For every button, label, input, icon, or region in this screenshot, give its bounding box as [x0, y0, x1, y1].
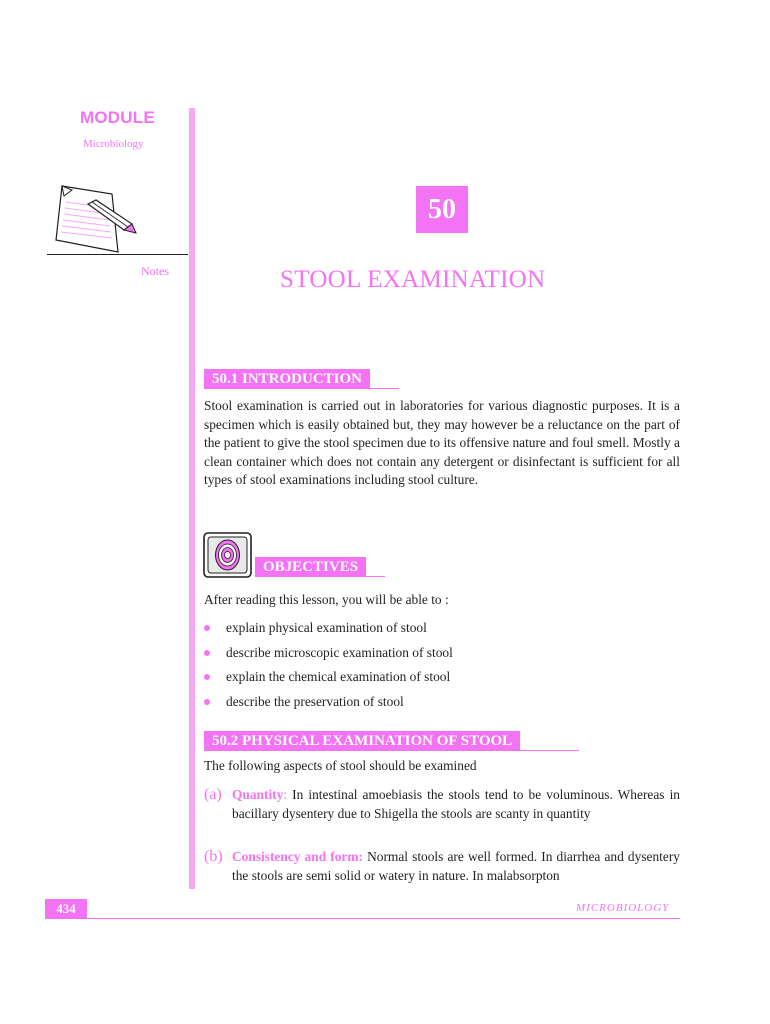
- section-heading-objectives: OBJECTIVES: [255, 557, 366, 577]
- introduction-paragraph: Stool examination is carried out in laboratories for various diagnostic purposes. It is a specimen which is easily obtained but, they may however be a reluctance on the part of the patient to give the stool specimen due to its offensive nature and foul smell. Mostly a clean container which does not contain any detergent or disinfectant is sufficient for all types of stool examinations including stool culture.: [204, 398, 680, 488]
- list-item: describe the preservation of stool: [204, 693, 453, 718]
- notes-divider: [47, 254, 188, 255]
- objectives-lead: After reading this lesson, you will be able to :: [204, 592, 449, 607]
- section-heading-rule: [204, 750, 579, 751]
- margin-vertical-bar: [189, 108, 195, 889]
- bullet-icon: [204, 699, 210, 705]
- section-heading-physical-examination: 50.2 PHYSICAL EXAMINATION OF STOOL: [204, 731, 520, 751]
- chapter-number: 50: [416, 186, 468, 233]
- physical-item-consistency: (b) Consistency and form: Normal stools are well formed. In diarrhea and dysentery the stools are semi solid or watery in nature. In malabsorpton: [204, 848, 680, 883]
- objectives-list: [204, 619, 453, 717]
- item-term: Consistency and form:: [232, 849, 363, 864]
- item-text: In intestinal amoebiasis the stools tend to be voluminous. Whereas in bacillary dysentery due to Shigella the stools are scanty in quantity: [232, 787, 680, 821]
- bullet-icon: [204, 650, 210, 656]
- running-title: MICROBIOLOGY: [576, 902, 670, 914]
- footer-rule: [45, 918, 680, 919]
- list-item: describe microscopic examination of stool: [204, 644, 453, 669]
- list-item: explain physical examination of stool: [204, 619, 453, 644]
- objectives-target-icon: [203, 532, 253, 578]
- item-term: Quantity: [232, 787, 284, 802]
- section-heading-introduction: 50.1 INTRODUCTION: [204, 369, 370, 389]
- physical-lead: The following aspects of stool should be examined: [204, 758, 477, 773]
- bullet-icon: [204, 674, 210, 680]
- module-name: Microbiology: [83, 138, 144, 150]
- physical-item-quantity: (a) Quantity: In intestinal amoebiasis the stools tend to be voluminous. Whereas in bacillary dysentery due to Shigella the stools are scanty in quantity: [204, 786, 680, 821]
- list-item: explain the chemical examination of stool: [204, 668, 453, 693]
- module-label: MODULE: [80, 108, 155, 127]
- chapter-title: STOOL EXAMINATION: [280, 266, 546, 293]
- notes-pencil-icon: [50, 180, 140, 256]
- section-heading-rule: [255, 576, 385, 577]
- page-number: 434: [45, 899, 87, 919]
- bullet-icon: [204, 625, 210, 631]
- notes-label: Notes: [141, 264, 169, 278]
- item-text: Normal stools are well formed. In diarrhea and dysentery the stools are semi solid or watery in nature. In malabsorpton: [232, 849, 680, 883]
- section-heading-rule: [204, 388, 399, 389]
